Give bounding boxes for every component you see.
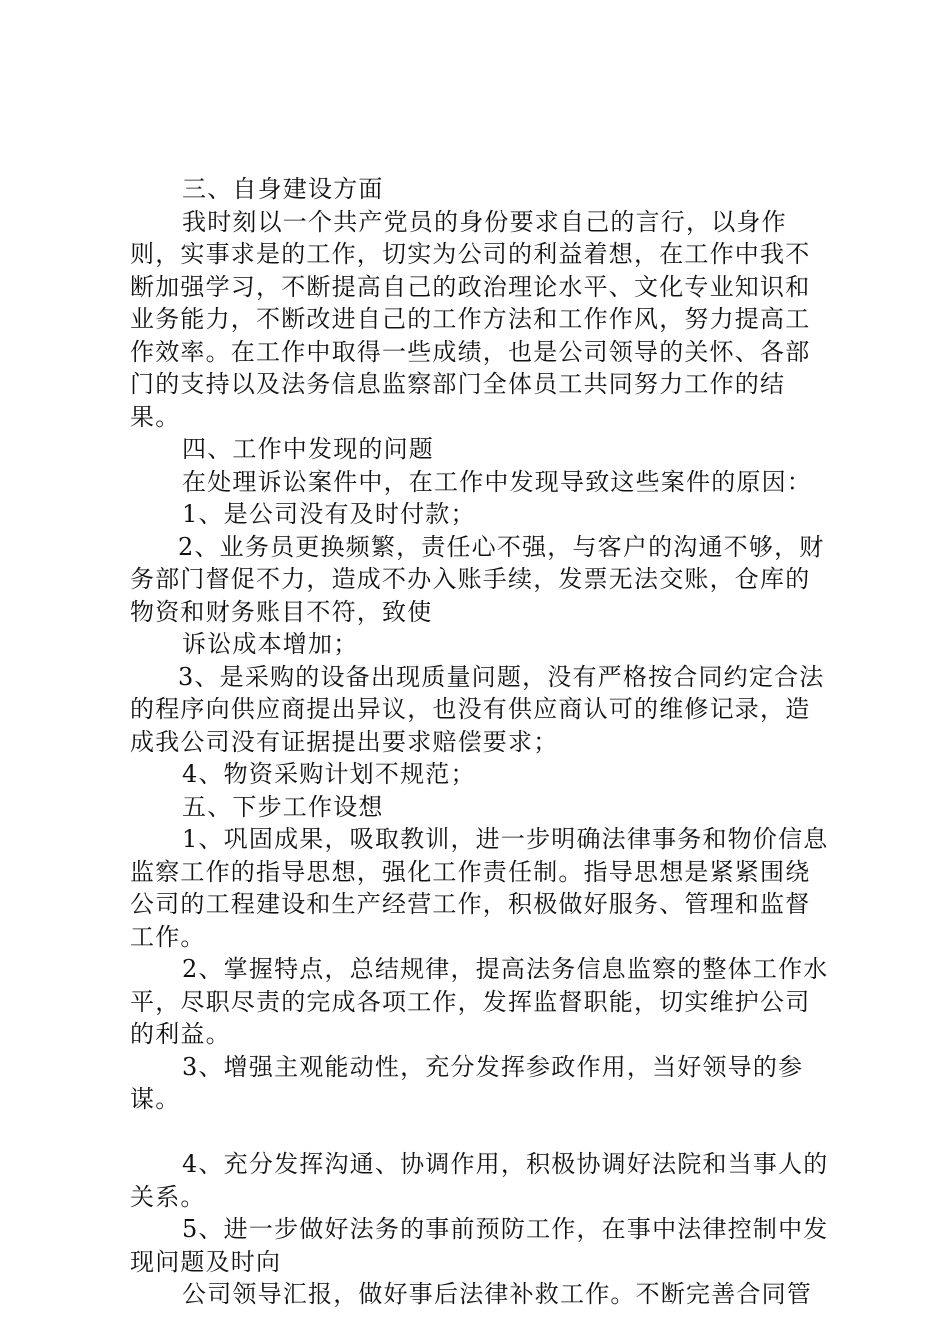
next-step-item-5-continued: 公司领导汇报，做好事后法律补救工作。不断完善合同管 <box>182 1280 812 1308</box>
next-step-item-1: 1、巩固成果，吸取教训，进一步明确法律事务和物价信息监察工作的指导思想，强化工作责任制。指导思想是紧紧围绕公司的工程建设和生产经营工作，积极做好服务、管理和监督工作。 <box>130 825 829 951</box>
paragraph-self-building: 我时刻以一个共产党员的身份要求自己的言行，以身作则，实事求是的工作，切实为公司的利益着想，在工作中我不断加强学习，不断提高自己的政治理论水平、文化专业知识和业务能力，不断改进自己的工作方法和工作作风，努力提高工作效率。在工作中取得一些成绩，也是公司领导的关怀、各部门的支持以及法务信息监察部门全体员工共同努力工作的结果。 <box>130 207 811 431</box>
problem-item-4: 4、物资采购计划不规范； <box>182 760 476 788</box>
section-heading-next-steps: 五、下步工作设想 <box>182 792 384 821</box>
paragraph-problems-intro: 在处理诉讼案件中，在工作中发现导致这些案件的原因： <box>182 467 812 496</box>
next-step-item-4: 4、充分发挥沟通、协调作用，积极协调好法院和当事人的关系。 <box>130 1150 829 1211</box>
blank-line <box>130 1116 835 1149</box>
section-heading-problems: 四、工作中发现的问题 <box>182 435 434 463</box>
next-step-item-2: 2、掌握特点，总结规律，提高法务信息监察的整体工作水平，尽职尽责的完成各项工作，发挥监督职能，切实维护公司的利益。 <box>130 955 829 1048</box>
section-heading-self-building: 三、自身建设方面 <box>182 175 384 203</box>
problem-item-2-continued: 诉讼成本增加； <box>182 630 359 658</box>
problem-item-1: 1、是公司没有及时付款； <box>182 500 476 528</box>
problem-item-2: 2、业务员更换频繁，责任心不强，与客户的沟通不够，财务部门督促不力，造成不办入账手续，发票无法交账，仓库的物资和财务账目不符，致使 <box>130 532 825 626</box>
next-step-item-3: 3、增强主观能动性，充分发挥参政作用，当好领导的参谋。 <box>130 1052 804 1113</box>
problem-item-3: 3、是采购的设备出现质量问题，没有严格按合同约定合法的程序向供应商提出异议，也没有供应商认可的维修记录，造成我公司没有证据提出要求赔偿要求； <box>130 662 825 756</box>
next-step-item-5: 5、进一步做好法务的事前预防工作，在事中法律控制中发现问题及时向 <box>130 1215 829 1276</box>
document-body <box>130 173 835 1311</box>
